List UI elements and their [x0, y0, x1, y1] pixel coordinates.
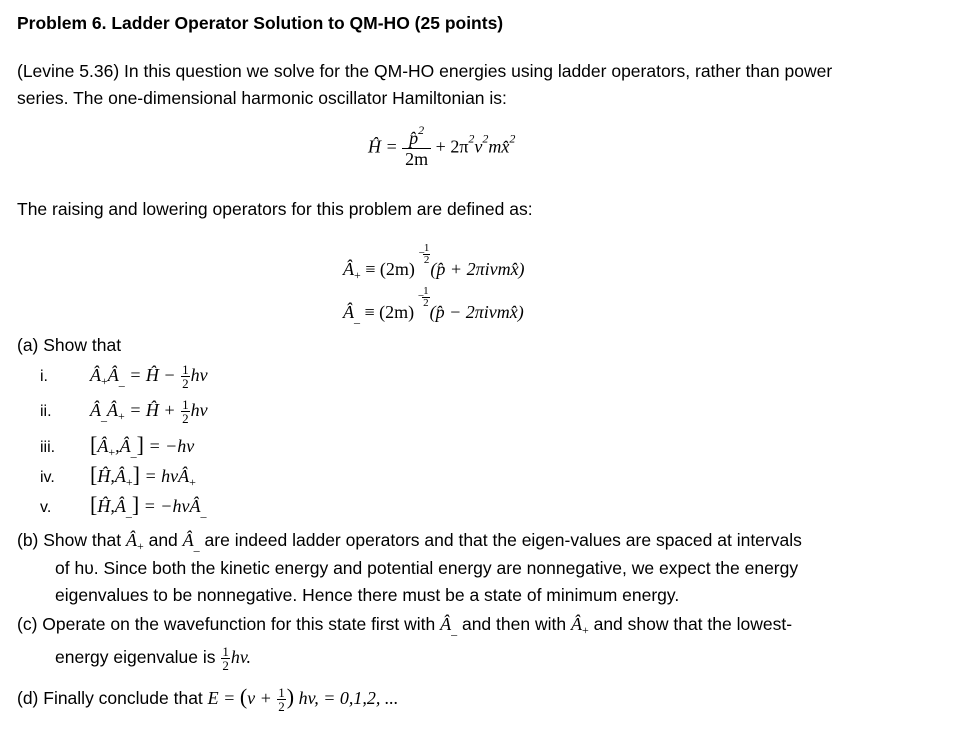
- part-d-close: ): [286, 684, 295, 709]
- problem-title: Problem 6. Ladder Operator Solution to QM-HO (25 points): [17, 13, 504, 33]
- raising-exp-num: 1: [423, 242, 430, 254]
- potential-term-c: mx̂: [488, 136, 510, 157]
- item-i-eq: = Ĥ −: [124, 364, 181, 385]
- item-ii-tail: hv: [190, 399, 208, 420]
- item-ii-sub1: _: [101, 408, 107, 423]
- part-d-e: E =: [207, 688, 240, 708]
- item-iii-open: [: [90, 432, 98, 457]
- lowering-exp-den: 2: [423, 297, 429, 309]
- raising-subscript: +: [354, 268, 361, 282]
- item-iv-close: ]: [132, 462, 140, 487]
- operators-intro: The raising and lowering operators for this problem are defined as:: [17, 199, 533, 219]
- part-b-post: are indeed ladder operators and that the eigen-values are spaced at intervals: [199, 530, 802, 550]
- part-c-fd: 2: [222, 658, 229, 674]
- item-v-a: Ĥ,Â: [97, 496, 126, 516]
- item-iv-number: iv.: [40, 469, 55, 486]
- item-iv-sub2: +: [189, 475, 196, 489]
- intro-line-2: series. The one-dimensional harmonic oscillator Hamiltonian is:: [17, 88, 507, 108]
- raising-operator-symbol: Â: [343, 259, 354, 279]
- item-iii-b: ,Â: [115, 436, 131, 456]
- item-v-open: [: [90, 492, 98, 517]
- raising-rhs: (p̂ + 2πivmx̂): [430, 259, 525, 279]
- part-b-pre: (b) Show that: [17, 530, 126, 550]
- item-iv-a: Ĥ,Â: [97, 466, 126, 486]
- raising-prefactor: ≡ (2m): [360, 259, 415, 279]
- part-b-and: and: [143, 530, 183, 550]
- part-d-fraction: [277, 686, 286, 713]
- lowering-operator-definition: [343, 286, 524, 323]
- intro-line-1: (Levine 5.36) In this question we solve for the QM-HO energies using ladder operators, rather than power: [17, 61, 833, 81]
- item-i-tail: hv: [190, 364, 208, 385]
- kinetic-exponent: 2: [418, 123, 425, 137]
- part-a-item-i: [40, 363, 208, 390]
- lowering-prefactor: ≡ (2m): [360, 302, 415, 322]
- part-a-label: (a) Show that: [17, 335, 122, 355]
- part-a-item-v: [40, 492, 206, 518]
- potential-term-a: + 2π: [435, 136, 469, 157]
- item-i-fraction: [181, 363, 190, 390]
- part-b-line-2: of hυ. Since both the kinetic energy and potential energy are nonnegative, we expect the energy: [55, 558, 799, 578]
- item-ii-fn: 1: [182, 397, 189, 412]
- item-i-number: i.: [40, 367, 48, 385]
- part-b-a-minus: Â: [182, 530, 194, 550]
- part-d-fd: 2: [278, 699, 285, 715]
- item-iii-close: ]: [136, 432, 144, 457]
- item-ii-op2: Â: [107, 399, 118, 420]
- part-d-open: (: [239, 684, 248, 709]
- item-v-sub1: _: [125, 505, 132, 519]
- lowering-rhs: (p̂ − 2πivmx̂): [429, 302, 524, 322]
- part-c-minus-sub: _: [451, 623, 458, 637]
- lowering-operator-symbol: Â: [343, 302, 354, 322]
- part-d-v: v +: [247, 688, 277, 708]
- part-c-line-2: [55, 644, 251, 672]
- part-b-plus-sub: +: [136, 539, 144, 553]
- part-c-line-1: [17, 611, 792, 638]
- item-ii-eq: = Ĥ +: [124, 399, 181, 420]
- item-v-number: v.: [40, 499, 52, 516]
- hamiltonian-lhs: Ĥ =: [368, 136, 398, 157]
- part-c-a-minus: Â: [440, 614, 452, 634]
- potential-term-b: v: [474, 136, 483, 157]
- item-iii-sub2: _: [130, 445, 137, 459]
- kinetic-denominator: 2m: [405, 149, 429, 169]
- kinetic-numerator: p̂: [409, 128, 419, 148]
- part-c-a-plus: Â: [570, 614, 582, 634]
- item-iv-sub1: +: [125, 475, 133, 489]
- item-i-sub2: _: [118, 373, 125, 388]
- item-iii-sub1: +: [108, 445, 116, 459]
- item-ii-number: ii.: [40, 402, 52, 420]
- item-iii-rhs: = −hv: [143, 436, 195, 456]
- part-b-line-1: [17, 527, 802, 554]
- raising-exp-den: 2: [423, 254, 430, 266]
- item-ii-sub2: +: [118, 408, 125, 423]
- lowering-exponent: [417, 285, 430, 309]
- item-i-sub1: +: [101, 373, 108, 388]
- item-v-sub2: _: [200, 505, 207, 519]
- potential-exp-2: 2: [482, 131, 489, 146]
- part-c-fn: 1: [222, 644, 229, 660]
- part-c-plus-sub: +: [581, 623, 589, 637]
- raising-exp-sign: −: [418, 247, 425, 259]
- part-d-line: [17, 683, 398, 713]
- part-b-minus-sub: _: [193, 539, 200, 553]
- part-c-tail: hv.: [230, 647, 252, 667]
- kinetic-fraction: [402, 123, 431, 169]
- item-ii-fd: 2: [182, 411, 189, 426]
- part-d-pre: (d) Finally conclude that: [17, 688, 208, 708]
- part-d-tail: hv, = 0,1,2, ...: [294, 688, 399, 708]
- part-d-fn: 1: [278, 685, 285, 701]
- item-iii-a: Â: [97, 436, 109, 456]
- item-v-rhs: = −hvÂ: [139, 496, 201, 516]
- lowering-exp-num: 1: [423, 285, 429, 297]
- lowering-subscript: _: [354, 311, 360, 325]
- item-i-op1: Â: [90, 364, 101, 385]
- item-iv-rhs: = hvÂ: [139, 466, 190, 486]
- part-c-pre: (c) Operate on the wavefunction for this state first with: [17, 614, 441, 634]
- part-c-l2-pre: energy eigenvalue is: [55, 647, 221, 667]
- part-c-fraction: [221, 645, 230, 672]
- item-v-close: ]: [131, 492, 140, 517]
- raising-operator-definition: [343, 243, 525, 280]
- item-ii-fraction: [181, 398, 190, 425]
- part-a-item-ii: [40, 398, 208, 425]
- part-a-item-iv: [40, 462, 196, 488]
- potential-exp-3: 2: [509, 131, 516, 146]
- item-i-op2: Â: [107, 364, 119, 385]
- part-b-a-plus: Â: [125, 530, 137, 550]
- raising-exponent: [418, 242, 431, 266]
- item-ii-op1: Â: [90, 399, 101, 420]
- hamiltonian-equation: [368, 123, 516, 169]
- part-c-post: and show that the lowest-: [588, 614, 793, 634]
- potential-exp-1: 2: [468, 131, 475, 146]
- part-a-item-iii: [40, 432, 194, 458]
- part-c-mid: and then with: [457, 614, 571, 634]
- item-iv-open: [: [90, 462, 98, 487]
- lowering-exp-sign: −: [417, 290, 425, 302]
- item-i-fd: 2: [182, 376, 189, 391]
- item-i-fn: 1: [182, 362, 189, 377]
- item-iii-number: iii.: [40, 439, 56, 456]
- part-b-line-3: eigenvalues to be nonnegative. Hence there must be a state of minimum energy.: [55, 585, 680, 605]
